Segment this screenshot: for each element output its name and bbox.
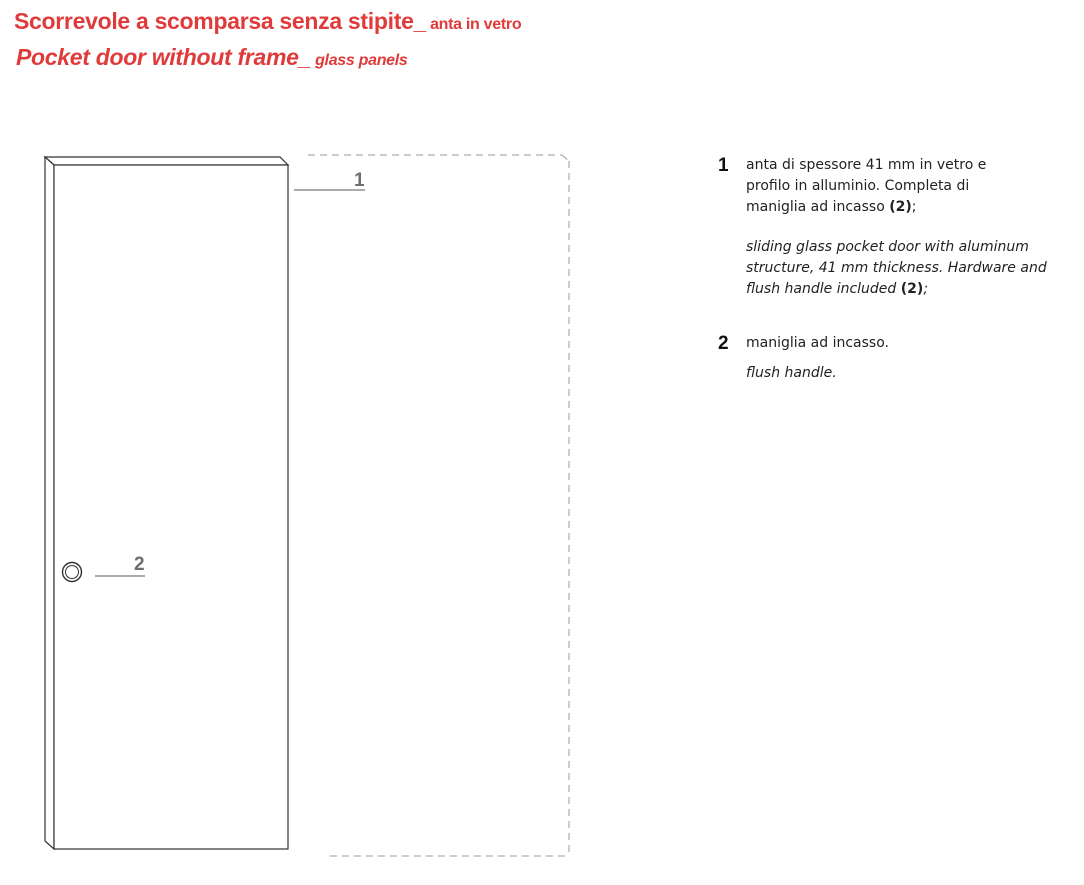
legend-item-1-italian-ref: (2): [889, 199, 912, 215]
legend-item-1-italian: [746, 155, 1078, 218]
door-side-edge: [45, 157, 54, 849]
legend-item-1-english-text: sliding glass pocket door with aluminum structure, 41 mm thickness. Hardware and flush handle included: [746, 239, 1047, 297]
legend-item-1-english-ref: (2): [900, 281, 924, 297]
legend-item-2-english: flush handle.: [746, 365, 837, 381]
door-panel: [45, 157, 288, 849]
legend-item-1-number: 1: [718, 155, 729, 176]
pocket-outline: [308, 155, 569, 856]
legend-item-1: [718, 155, 1078, 300]
title-english-sub: glass panels: [315, 52, 408, 69]
legend-item-2-number: 2: [718, 333, 729, 354]
title-italian-sub: anta in vetro: [430, 16, 522, 33]
callout-1: [294, 170, 365, 191]
door-face: [54, 165, 288, 849]
legend-item-2: [718, 333, 1078, 384]
title-english-main: Pocket door without frame_: [16, 44, 312, 70]
legend-item-1-english: [746, 237, 1078, 300]
title-italian-main: Scorrevole a scomparsa senza stipite_: [14, 8, 427, 34]
door-top-edge: [45, 157, 288, 165]
legend-item-1-italian-text: anta di spessore 41 mm in vetro e profilo in alluminio. Completa di maniglia ad incasso: [746, 157, 987, 215]
callout-1-label: 1: [354, 170, 365, 191]
legend: [718, 154, 1078, 384]
legend-item-2-italian: maniglia ad incasso.: [746, 335, 889, 351]
legend-item-1-english-tail: ;: [923, 281, 929, 297]
callout-2-label: 2: [134, 554, 145, 575]
legend-item-1-italian-tail: ;: [911, 199, 917, 215]
